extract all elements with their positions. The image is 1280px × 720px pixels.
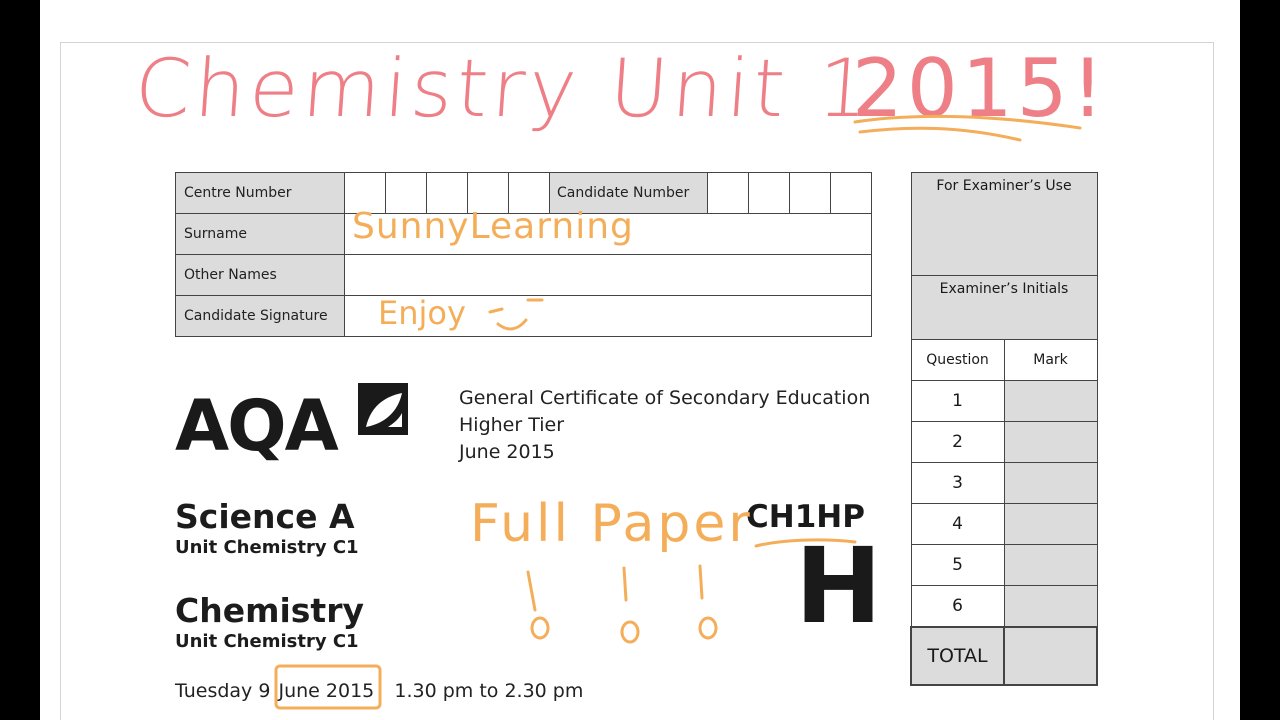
- question-header: Question: [911, 340, 1004, 381]
- question-number: 2: [911, 422, 1004, 463]
- certificate-line-1: General Certificate of Secondary Education: [459, 387, 871, 409]
- question-number: 4: [911, 504, 1004, 545]
- examiners-initials-cell: [911, 276, 1097, 340]
- certificate-line-2: Higher Tier: [459, 414, 565, 436]
- surname-label: Surname: [176, 214, 345, 255]
- candidate-number-label: Candidate Number: [550, 173, 708, 214]
- question-number: 6: [911, 586, 1004, 628]
- candidate-signature-label: Candidate Signature: [176, 296, 345, 337]
- handwritten-full-paper: Full Paper: [470, 494, 753, 554]
- exam-month-year: June 2015: [278, 680, 375, 702]
- tier-letter: H: [795, 525, 883, 647]
- exam-day: Tuesday 9: [175, 680, 271, 702]
- question-number: 1: [911, 381, 1004, 422]
- aqa-leaf-icon: [358, 383, 408, 435]
- candidate-number-box[interactable]: [749, 173, 790, 214]
- handwritten-signature: Enjoy: [378, 294, 466, 332]
- subject-unit-chemistry: Unit Chemistry C1: [175, 631, 359, 652]
- examiner-use-table: [910, 172, 1098, 686]
- handwritten-year: 2015!: [852, 42, 1108, 135]
- mark-header: Mark: [1004, 340, 1097, 381]
- exam-date-line: [175, 680, 583, 702]
- video-frame: [40, 0, 1240, 720]
- examiners-use-cell: [911, 173, 1097, 276]
- centre-number-label: Centre Number: [176, 173, 345, 214]
- mark-cell[interactable]: [1004, 545, 1097, 586]
- subject-title-science: Science A: [175, 497, 355, 536]
- mark-cell[interactable]: [1004, 381, 1097, 422]
- question-number: 5: [911, 545, 1004, 586]
- subject-title-chemistry: Chemistry: [175, 591, 364, 630]
- candidate-number-box[interactable]: [831, 173, 872, 214]
- examiners-initials-label: Examiner’s Initials: [939, 281, 1069, 297]
- certificate-line-3: June 2015: [459, 441, 555, 463]
- candidate-number-box[interactable]: [790, 173, 831, 214]
- exam-time: 1.30 pm to 2.30 pm: [394, 680, 584, 702]
- examiners-use-label: For Examiner’s Use: [936, 178, 1072, 194]
- other-names-label: Other Names: [176, 255, 345, 296]
- subject-unit-science: Unit Chemistry C1: [175, 537, 359, 558]
- other-names-field[interactable]: [345, 255, 872, 296]
- total-label: TOTAL: [911, 627, 1004, 685]
- candidate-number-box[interactable]: [708, 173, 749, 214]
- mark-cell[interactable]: [1004, 463, 1097, 504]
- paper-code: CH1HP: [746, 499, 865, 535]
- handwritten-surname: SunnyLearning: [352, 206, 634, 247]
- candidate-details-table: [175, 172, 872, 337]
- question-number: 3: [911, 463, 1004, 504]
- mark-cell[interactable]: [1004, 504, 1097, 545]
- aqa-logo-text: AQA: [175, 385, 337, 467]
- mark-cell[interactable]: [1004, 586, 1097, 628]
- total-mark-cell[interactable]: [1004, 627, 1097, 685]
- handwritten-heading: Chemistry Unit 1: [131, 42, 877, 135]
- mark-cell[interactable]: [1004, 422, 1097, 463]
